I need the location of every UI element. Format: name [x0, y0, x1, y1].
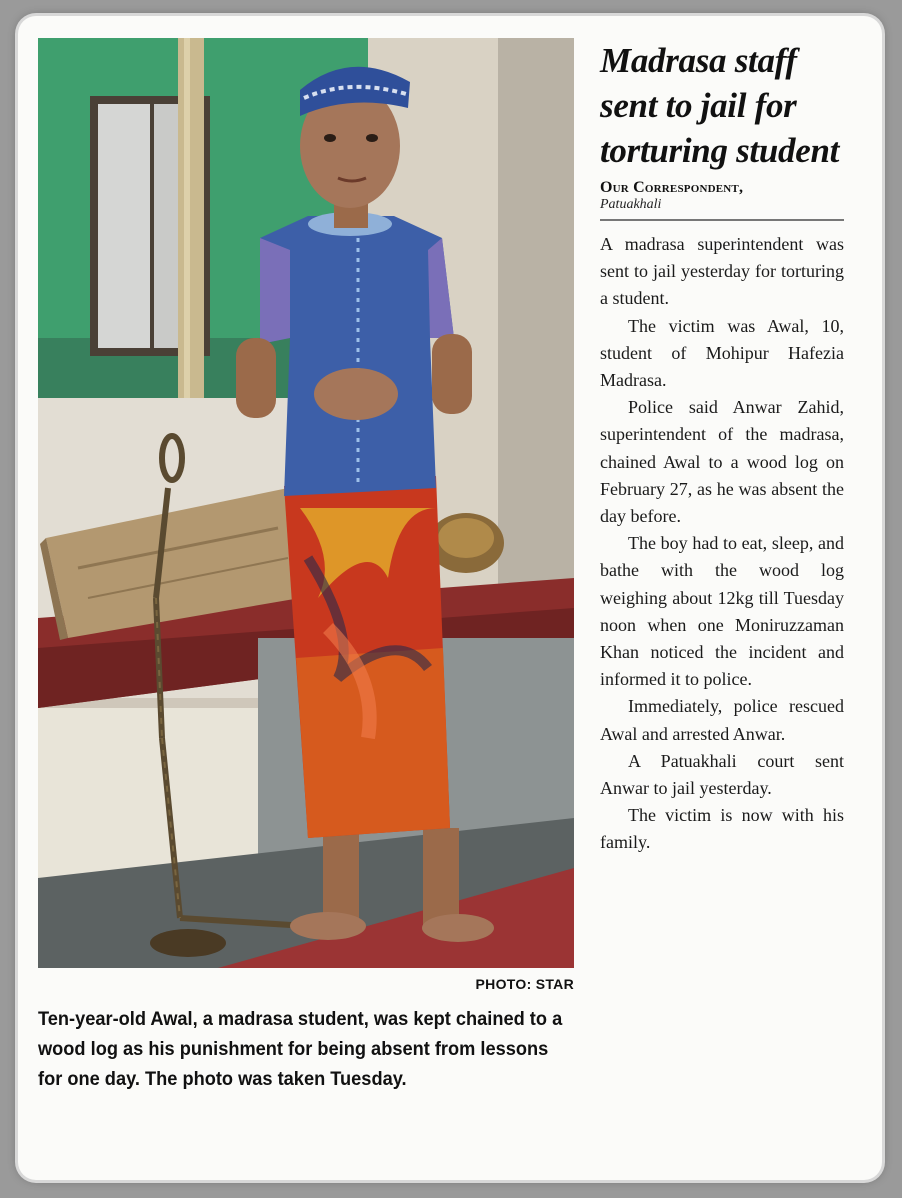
byline: Our Correspondent, — [600, 179, 744, 196]
byline-divider — [600, 219, 844, 221]
article-body — [600, 231, 844, 857]
article-column — [600, 38, 844, 857]
byline-location: Patuakhali — [600, 197, 662, 212]
headline: Madrasa staff sent to jail for torturing student — [600, 41, 840, 170]
article-paragraph: The victim was Awal, 10, student of Mohipur Hafezia Madrasa. — [600, 315, 844, 391]
article-paragraph: The boy had to eat, sleep, and bathe with the wood log weighing about 12kg till Tuesday noon when one Moniruzzaman Khan noticed the incident and informed it to police. — [600, 533, 844, 690]
article-paragraph: The victim is now with his family. — [600, 805, 844, 853]
news-photo — [38, 38, 574, 968]
article-paragraph: A Patuakhali court sent Anwar to jail yesterday. — [600, 750, 844, 799]
article-paragraph: Immediately, police rescued Awal and arrested Anwar. — [600, 696, 844, 744]
article-paragraph: A madrasa superintendent was sent to jail yesterday for torturing a student. — [600, 234, 844, 309]
photo-credit: PHOTO: STAR — [475, 976, 574, 992]
photo-caption: Ten-year-old Awal, a madrasa student, was kept chained to a wood log as his punishment for being absent from lessons for one day. The photo was taken Tuesday. — [38, 1008, 563, 1090]
article-paragraph: Police said Anwar Zahid, superintendent of the madrasa, chained Awal to a wood log on February 27, as he was absent the day before. — [600, 397, 844, 527]
